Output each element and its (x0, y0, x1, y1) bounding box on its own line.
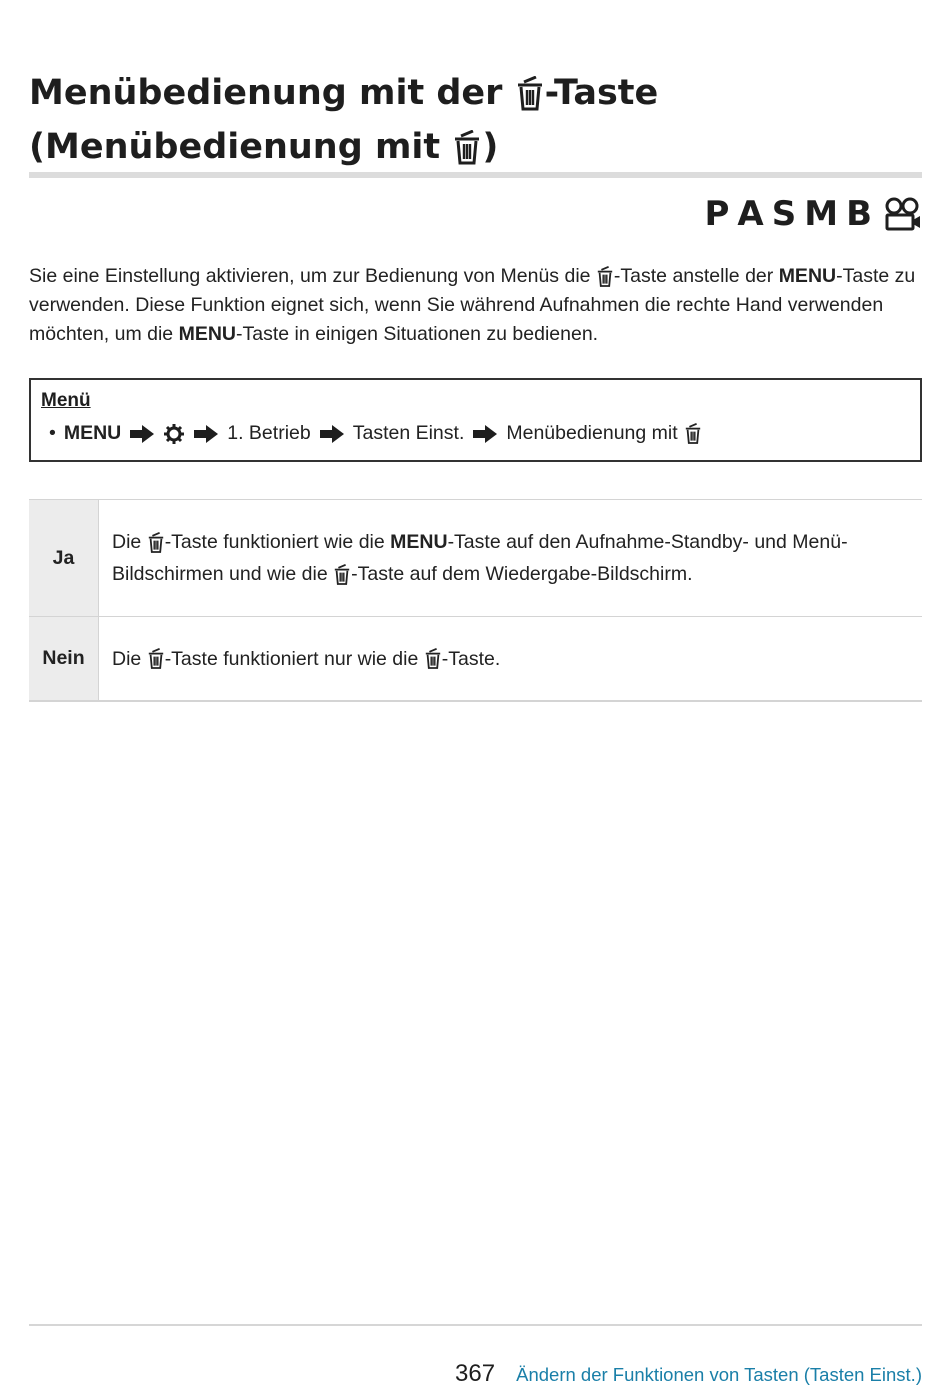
option-text: -Taste funktioniert nur wie die (164, 647, 424, 670)
page-title (29, 66, 924, 174)
mode-s: S (771, 194, 805, 234)
option-description (99, 617, 923, 702)
option-key: Ja (29, 500, 99, 617)
intro-paragraph (29, 262, 919, 349)
page-number: 367 (455, 1360, 496, 1387)
menu-path-menu: MENU (63, 422, 122, 444)
menu-path-step3: Menübedienung mit (506, 422, 678, 444)
trash-icon (515, 76, 545, 112)
option-key: Nein (29, 617, 99, 702)
title-divider (29, 172, 922, 178)
mode-p: P (704, 194, 738, 234)
menu-path-box (29, 378, 922, 462)
intro-text: -Taste zu verwenden. Diese Funktion eignet sich, wenn Sie während Aufnahmen die rechte Hand verwenden möchten, um die (29, 265, 916, 345)
option-description (99, 500, 923, 617)
arrow-right-icon (129, 424, 155, 444)
menu-button-label: MENU (178, 323, 236, 345)
table-row (29, 500, 922, 617)
intro-text: -Taste anstelle der (613, 265, 779, 287)
menu-button-label: MENU (778, 265, 837, 287)
option-text: -Taste auf dem Wiedergabe-Bildschirm. (351, 563, 693, 585)
menu-path-step2: Tasten Einst. (352, 422, 465, 444)
exposure-mode-badges (704, 194, 922, 234)
arrow-right-icon (193, 424, 219, 444)
footer-divider (29, 1324, 922, 1326)
trash-icon (147, 532, 165, 554)
bullet: • (49, 422, 56, 444)
menu-path-step1: 1. Betrieb (227, 422, 311, 444)
options-table (29, 499, 922, 702)
option-text: -Taste auf den Aufnahme-Standby- und Menü-Bildschirmen und wie die (112, 531, 848, 585)
title-text: Menübedienung mit der (29, 73, 515, 113)
trash-icon (684, 423, 702, 445)
option-text: -Taste funktioniert wie die (164, 531, 391, 553)
menu-path (49, 422, 702, 445)
section-link[interactable]: Ändern der Funktionen von Tasten (Tasten Einst.) (516, 1364, 922, 1385)
option-text: -Taste. (441, 647, 501, 670)
table-row (29, 617, 922, 702)
title-text: -Taste (Menübedienung mit (29, 73, 659, 167)
title-text: ) (482, 127, 499, 167)
trash-icon (147, 648, 165, 670)
arrow-right-icon (472, 424, 498, 444)
intro-text: -Taste in einigen Situationen zu bedienen. (236, 323, 599, 345)
gear-icon (163, 423, 185, 445)
arrow-right-icon (319, 424, 345, 444)
movie-camera-icon (882, 196, 922, 232)
mode-a: A (737, 194, 772, 234)
trash-icon (596, 266, 614, 288)
menu-button-label: MENU (390, 531, 448, 553)
option-text: Die (112, 647, 147, 670)
intro-text: Sie eine Einstellung aktivieren, um zur Bedienung von Menüs die (29, 265, 596, 287)
trash-icon (424, 648, 442, 670)
option-text: Die (112, 531, 147, 553)
mode-b: B (846, 194, 880, 234)
trash-icon (333, 564, 351, 586)
trash-icon (452, 130, 482, 166)
mode-m: M (804, 194, 847, 234)
menu-heading: Menü (41, 390, 91, 411)
